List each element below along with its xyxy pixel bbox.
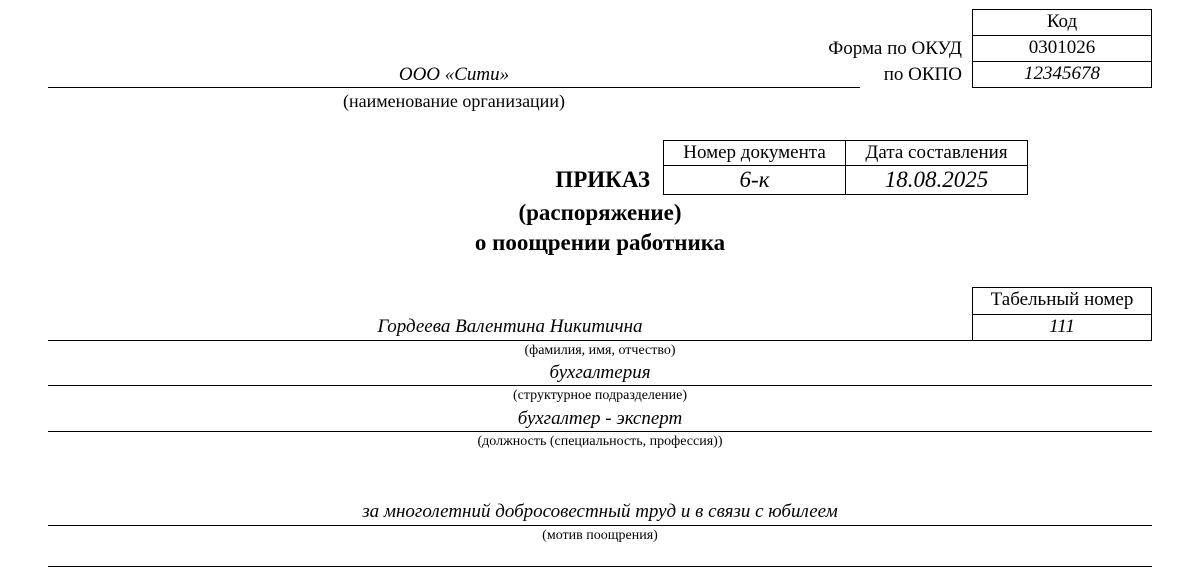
tab-number-text: 111 bbox=[1049, 316, 1075, 337]
doc-number-header-text: Номер документа bbox=[683, 142, 826, 163]
okpo-label: по ОКПО bbox=[883, 64, 962, 85]
doc-date-header-text: Дата составления bbox=[865, 142, 1008, 163]
okud-label: Форма по ОКУД bbox=[828, 38, 962, 59]
doc-date-value bbox=[845, 165, 1028, 195]
position-underline bbox=[48, 431, 1152, 432]
doc-number-header bbox=[663, 140, 846, 166]
doc-date-header bbox=[845, 140, 1028, 166]
okud-value bbox=[972, 35, 1152, 62]
doc-number-text: 6-к bbox=[739, 167, 770, 192]
organization-name: ООО «Сити» bbox=[398, 64, 510, 85]
position-caption: (должность (специальность, профессия)) bbox=[477, 434, 723, 449]
organization-caption: (наименование организации) bbox=[343, 91, 565, 111]
tab-number-header-text: Табельный номер bbox=[990, 289, 1134, 310]
okpo-value-text: 12345678 bbox=[1024, 63, 1100, 84]
okpo-value bbox=[972, 61, 1152, 88]
employee-full-name: Гордеева Валентина Никитична bbox=[377, 316, 643, 337]
tab-number-header bbox=[972, 287, 1152, 315]
okud-value-text: 0301026 bbox=[1028, 37, 1096, 58]
title-rasporyazhenie: (распоряжение) bbox=[518, 200, 682, 225]
motive-underline bbox=[48, 525, 1152, 526]
code-header: Код bbox=[1046, 11, 1078, 32]
department-caption: (структурное подразделение) bbox=[512, 388, 687, 403]
motive-text: за многолетний добросовестный труд и в связи с юбилеем bbox=[362, 501, 838, 522]
bottom-underline bbox=[48, 566, 1152, 567]
motive-caption: (мотив поощрения) bbox=[542, 528, 658, 543]
tab-number-value bbox=[972, 314, 1152, 341]
department-underline bbox=[48, 385, 1152, 386]
doc-date-text: 18.08.2025 bbox=[884, 167, 989, 192]
employee-name-underline bbox=[48, 340, 972, 341]
title-subject: о поощрении работника bbox=[474, 230, 726, 255]
position-name: бухгалтер - эксперт bbox=[517, 408, 683, 429]
title-prikaz: ПРИКАЗ bbox=[555, 167, 650, 192]
department-name: бухгалтерия bbox=[549, 362, 651, 383]
doc-number-value bbox=[663, 165, 846, 195]
employee-name-caption: (фамилия, имя, отчество) bbox=[524, 343, 676, 358]
code-header-cell bbox=[972, 9, 1152, 36]
organization-underline bbox=[48, 87, 860, 88]
